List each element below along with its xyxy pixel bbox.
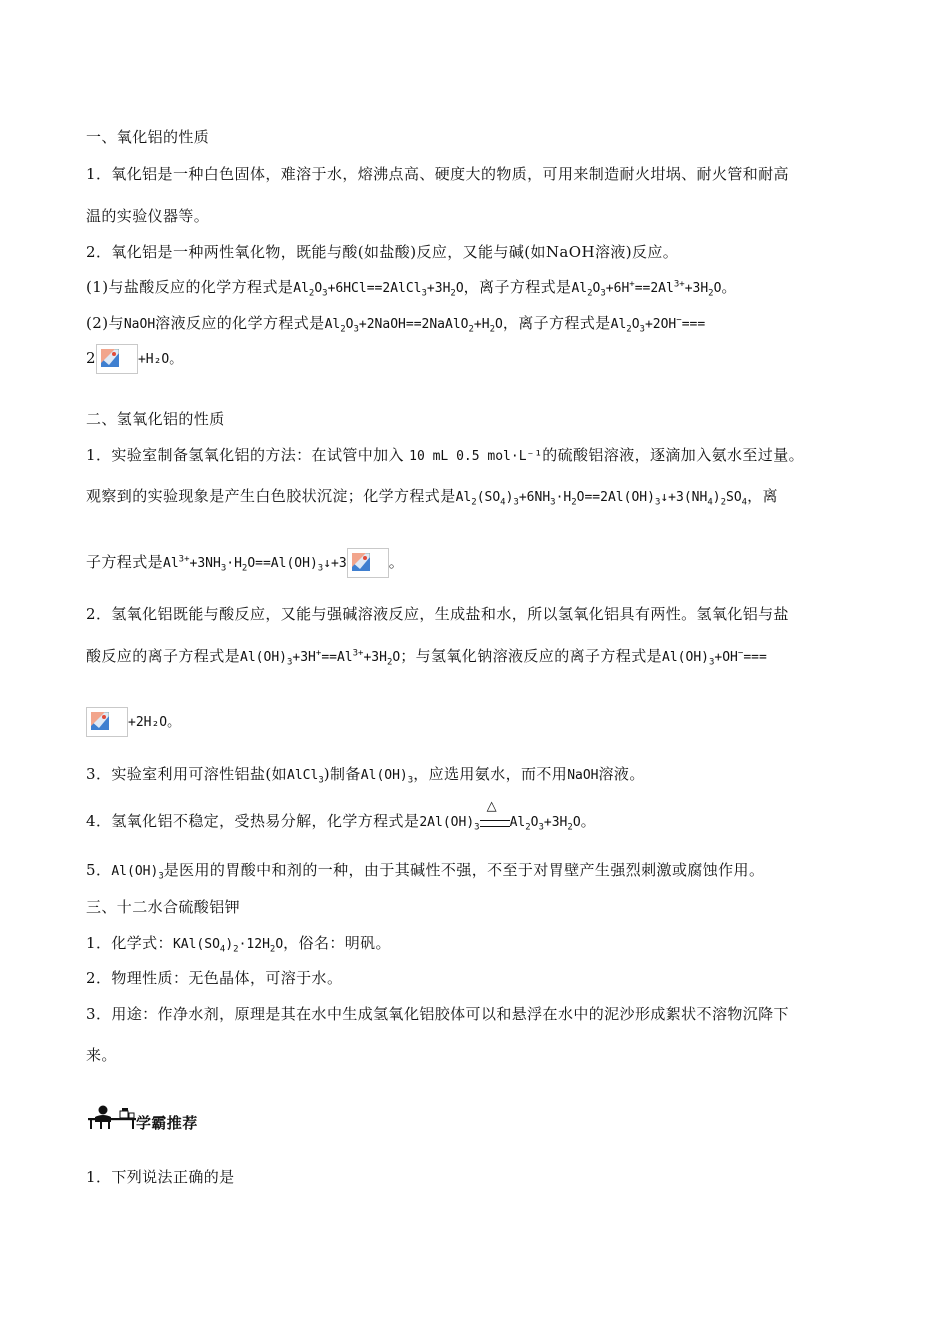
s1-para-1a: 1．氧化铝是一种白色固体，难溶于水，熔沸点高、硬度大的物质，可用来制造耐火坩埚、耐火管和耐高 [86, 165, 789, 183]
s1-para-2: 2．氧化铝是一种两性氧化物，既能与酸(如盐酸)反应，又能与碱(如NaOH溶液)反应。 [86, 243, 679, 261]
s3-para-3a: 3．用途：作净水剂，原理是其在水中生成氢氧化铝胶体可以和悬浮在水中的泥沙形成絮状不溶物沉降下 [86, 1005, 789, 1023]
question-1: 1．下列说法正确的是 [86, 1168, 235, 1186]
missing-image-icon [96, 344, 138, 374]
student-at-desk-icon [86, 1105, 138, 1133]
s1-para-1b: 温的实验仪器等。 [86, 207, 210, 225]
s3-para-3b: 来。 [86, 1046, 117, 1064]
s2-para-2: 观察到的实验现象是产生白色胶状沉淀；化学方程式是$Al_2(SO_4)_3+6NH_3\cdot H_2O==2Al(OH)_3↓+3(NH_4)_2SO_4$，离 [86, 487, 778, 508]
section-3-title: 三、十二水合硫酸铝钾 [86, 898, 241, 916]
s1-para-4: (2)与NaOH溶液反应的化学方程式是$Al_2O_3+2NaOH==2NaAlO_2+H_2O$，离子方程式是$Al_2O_3+2OH^-===$ [86, 314, 706, 335]
s2-para-8: 4．氢氧化铝不稳定，受热易分解，化学方程式是$2Al(OH)_3$ △ $Al_2O_3+3H_2O$。 [86, 799, 597, 833]
s3-para-2: 2．物理性质：无色晶体，可溶于水。 [86, 969, 343, 987]
recommend-heading: 学霸推荐 [136, 1114, 198, 1132]
s2-para-1: 1．实验室制备氢氧化铝的方法：在试管中加入 10 mL 0.5 mol·L⁻¹的硫酸铝溶液，逐滴加入氨水至过量。 [86, 446, 804, 464]
s2-para-3: 子方程式是$Al^{3+}+3NH_3\cdot H_2O==Al(OH)_3↓+3$ 。 [86, 548, 404, 578]
s2-para-9: 5．$Al(OH)_3$是医用的胃酸中和剂的一种，由于其碱性不强，不至于对胃壁产生强烈刺激或腐蚀作用。 [86, 861, 765, 882]
s2-para-6: +2H₂O。 [86, 707, 180, 737]
s1-para-5: 2 +H₂O。 [86, 344, 182, 374]
section-2-title: 二、氢氧化铝的性质 [86, 410, 225, 428]
missing-image-icon [347, 548, 389, 578]
section-1-title: 一、氧化铝的性质 [86, 128, 210, 146]
s2-para-4: 2．氢氧化铝既能与酸反应，又能与强碱溶液反应，生成盐和水，所以氢氧化铝具有两性。氢氧化铝与盐 [86, 605, 789, 623]
s2-para-7: 3．实验室利用可溶性铝盐(如AlCl$_3$)制备$Al(OH)_3$，应选用氨水，而不用NaOH溶液。 [86, 765, 645, 786]
missing-image-icon [86, 707, 128, 737]
s2-para-5: 酸反应的离子方程式是$Al(OH)_3+3H^+==Al^{3+}+3H_2O$；与氢氧化钠溶液反应的离子方程式是$Al(OH)_3+OH^-===$ [86, 647, 767, 668]
s1-para-3: (1)与盐酸反应的化学方程式是$Al_2O_3+6HCl==2AlCl_3+3H_2O$，离子方程式是$Al_2O_3+6H^+==2Al^{3+}+3H_2O$。 [86, 278, 737, 299]
s3-para-1: 1．化学式：$KAl(SO_4)_2\cdot 12H_2O$，俗名：明矾。 [86, 934, 391, 955]
heating-condition: △ [480, 806, 510, 830]
